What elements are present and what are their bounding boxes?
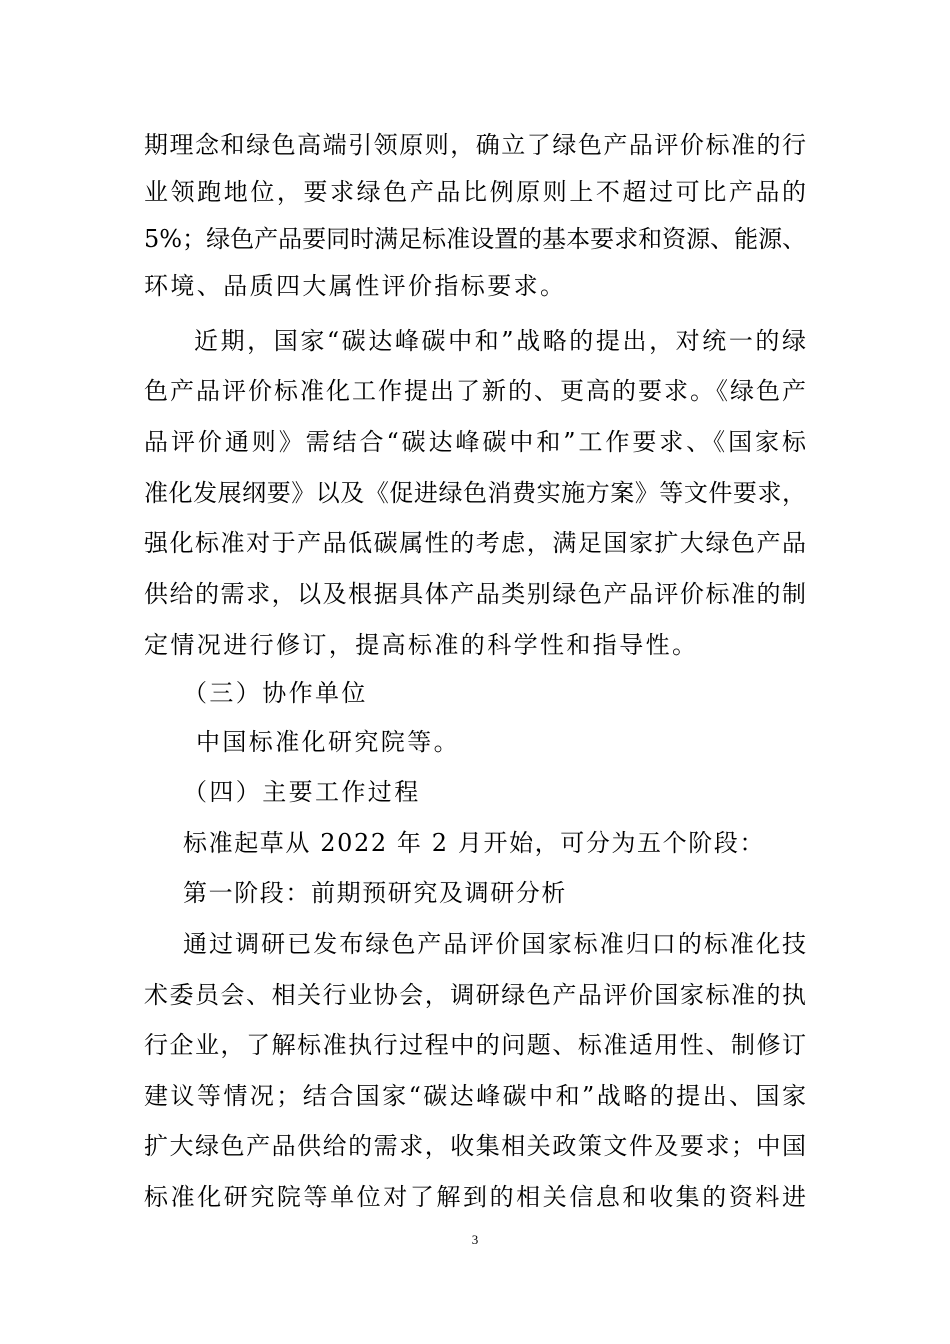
paragraph-line: 通过调研已发布绿色产品评价国家标准归口的标准化技 <box>183 930 806 958</box>
paragraph-line: 标准起草从 2022 年 2 月开始，可分为五个阶段： <box>183 829 766 857</box>
page-number: 3 <box>471 1232 479 1247</box>
paragraph-line: 期理念和绿色高端引领原则，确立了绿色产品评价标准的行 <box>144 131 806 159</box>
paragraph-line: 强化标准对于产品低碳属性的考虑，满足国家扩大绿色产品 <box>144 529 806 557</box>
paragraph-line: 近期，国家“碳达峰碳中和”战略的提出，对统一的绿 <box>194 327 806 355</box>
paragraph-line: 5%；绿色产品要同时满足标准设置的基本要求和资源、能源、 <box>144 225 807 253</box>
paragraph-line: 供给的需求，以及根据具体产品类别绿色产品评价标准的制 <box>144 580 806 608</box>
paragraph-line: 色产品评价标准化工作提出了新的、更高的要求。《绿色产 <box>144 377 806 405</box>
paragraph-line: 准化发展纲要》以及《促进绿色消费实施方案》等文件要求， <box>144 479 806 507</box>
paragraph-line: 定情况进行修订，提高标准的科学性和指导性。 <box>144 631 699 659</box>
stage-heading: 第一阶段：前期预研究及调研分析 <box>183 879 567 907</box>
paragraph-line: 行企业，了解标准执行过程中的问题、标准适用性、制修订 <box>144 1031 806 1059</box>
paragraph-line: 标准化研究院等单位对了解到的相关信息和收集的资料进 <box>144 1183 806 1211</box>
paragraph-line: 业领跑地位，要求绿色产品比例原则上不超过可比产品的 <box>144 178 806 206</box>
paragraph-line: 扩大绿色产品供给的需求，收集相关政策文件及要求；中国 <box>144 1132 806 1160</box>
section-heading: （四）主要工作过程 <box>183 778 421 806</box>
paragraph-line: 环境、品质四大属性评价指标要求。 <box>144 272 567 300</box>
paragraph-line: 品评价通则》需结合“碳达峰碳中和”工作要求、《国家标 <box>144 428 806 456</box>
paragraph-line: 术委员会、相关行业协会，调研绿色产品评价国家标准的执 <box>144 981 806 1009</box>
paragraph-line: 建议等情况；结合国家“碳达峰碳中和”战略的提出、国家 <box>144 1082 806 1110</box>
paragraph-line: 中国标准化研究院等。 <box>196 728 460 756</box>
section-heading: （三）协作单位 <box>183 679 368 707</box>
